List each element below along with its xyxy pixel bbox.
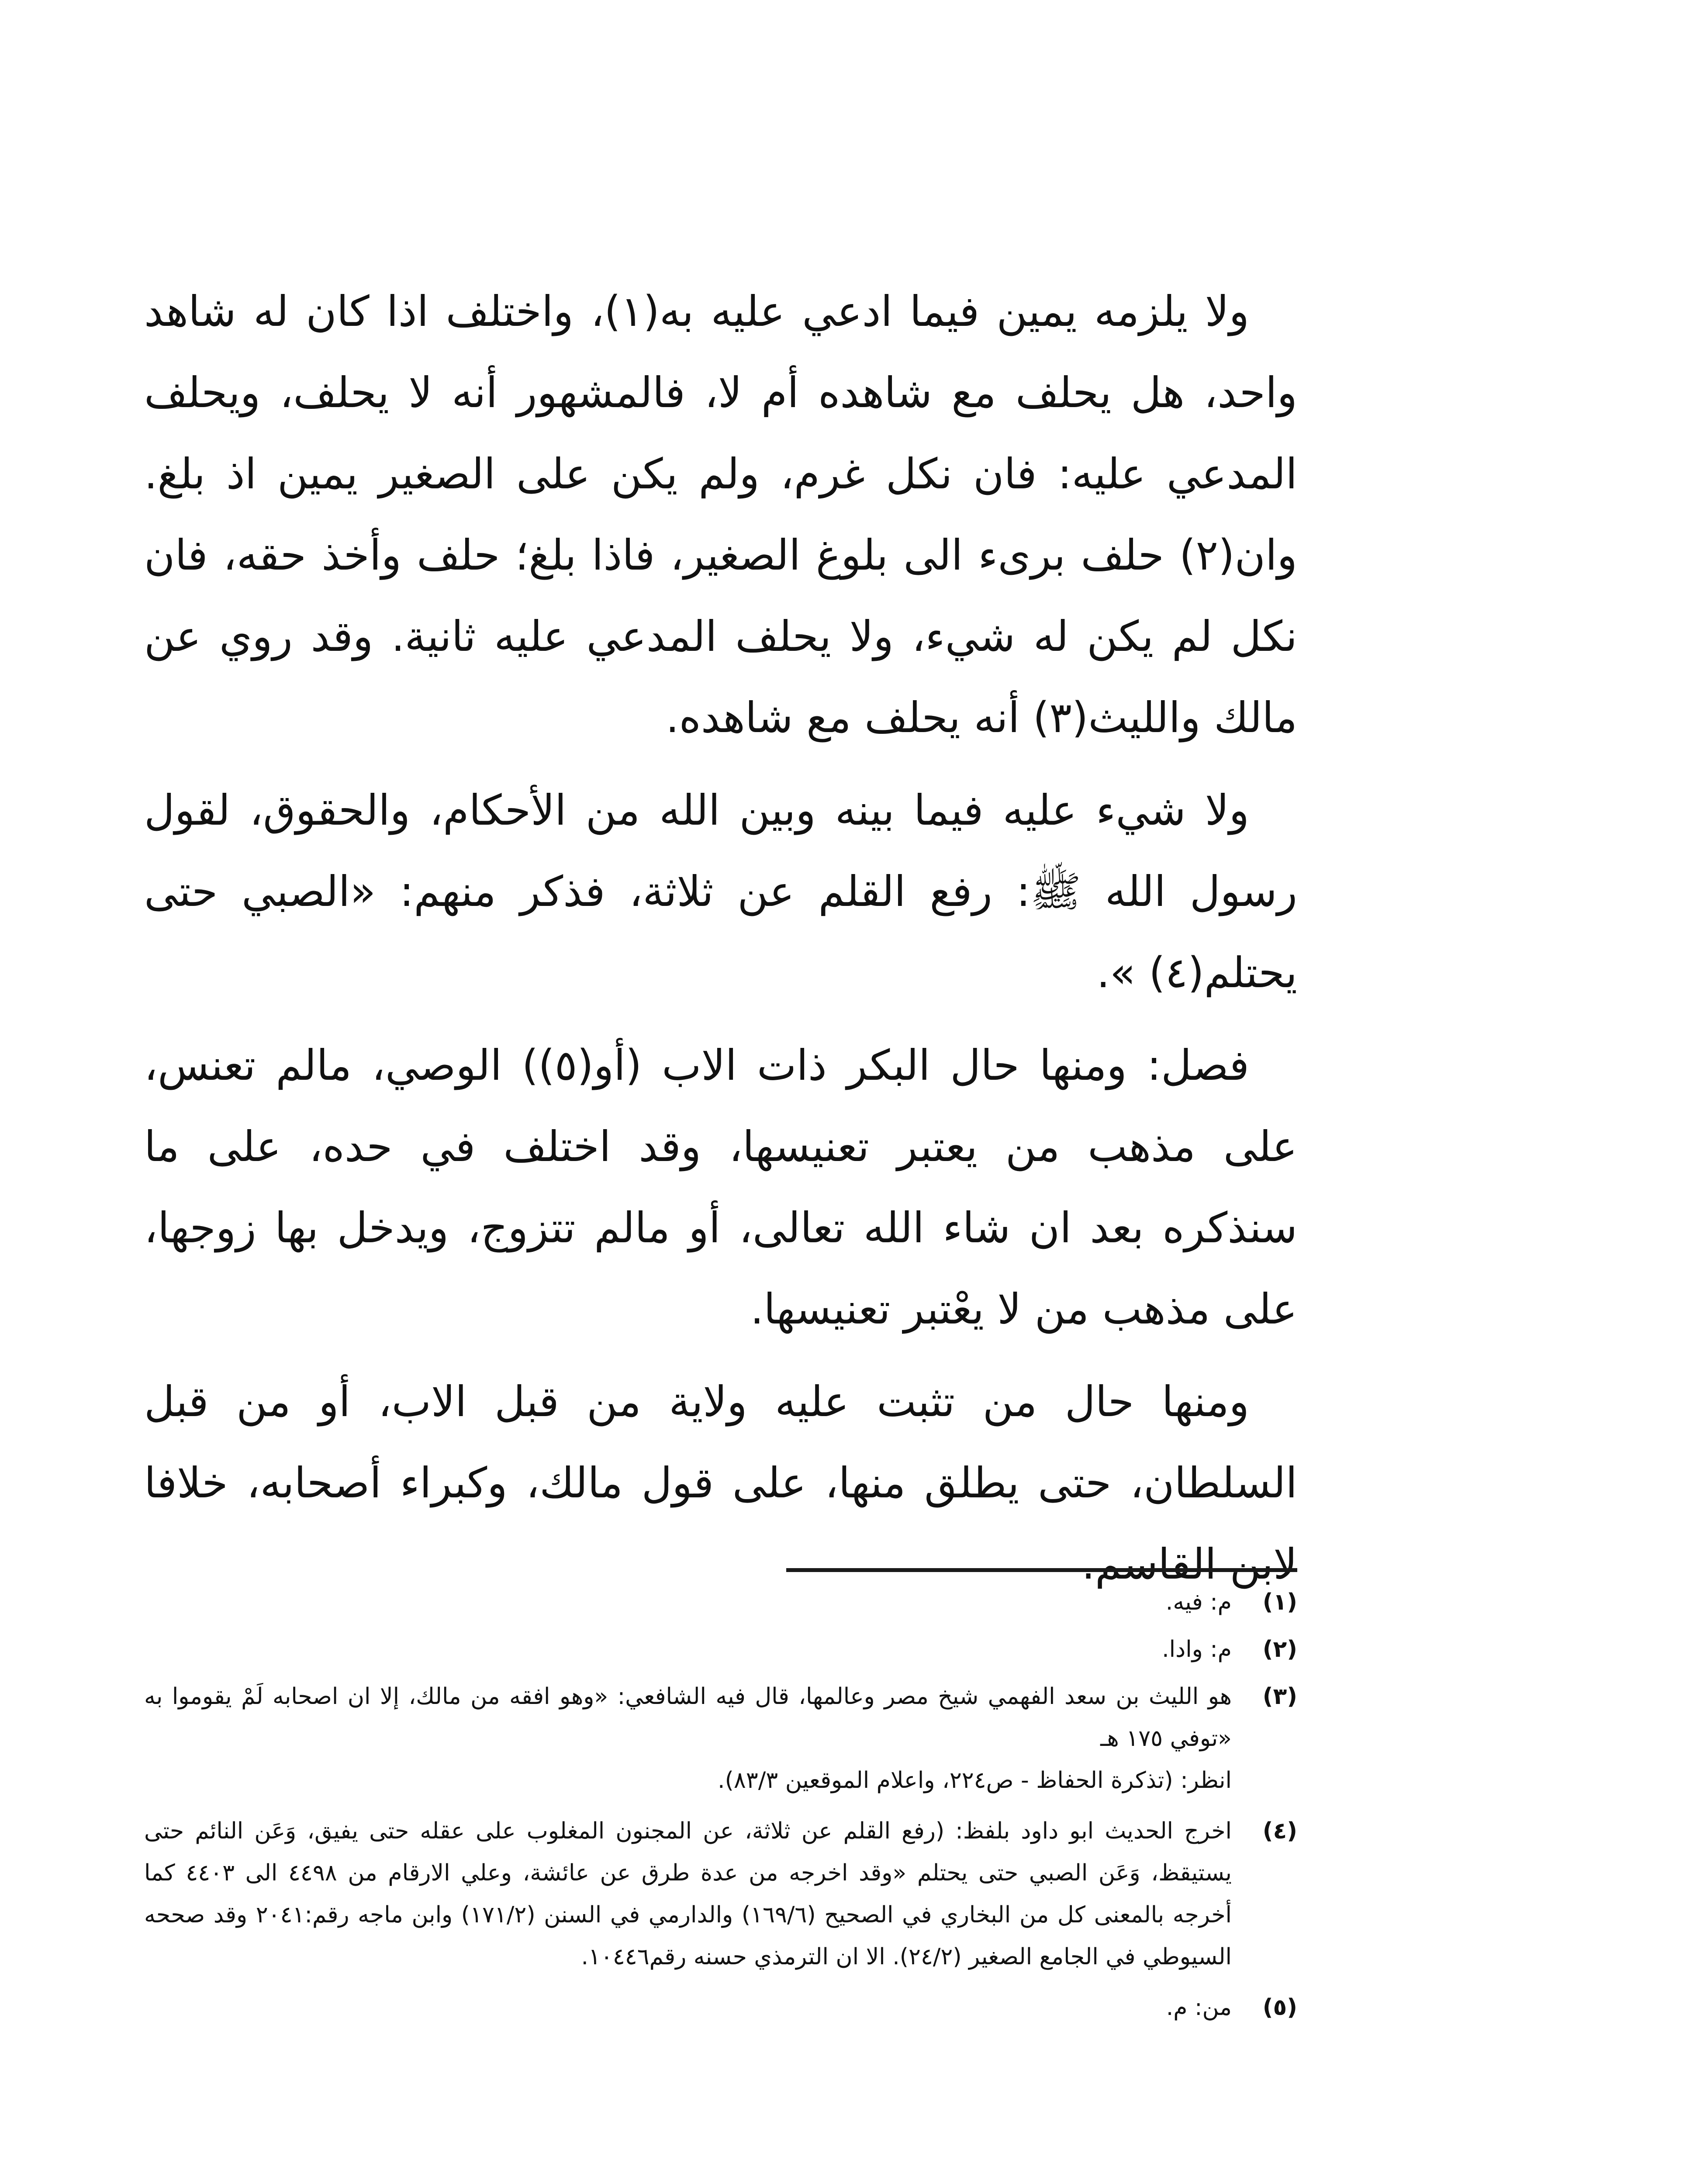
footnote-line: م: فيه. — [1165, 1589, 1232, 1615]
footnote-number: (٤) — [1262, 1818, 1297, 1844]
footnote-line: اخرج الحديث ابو داود بلفظ: (رفع القلم عن ثلاثة، عن المجنون المغلوب على عقله حتى يفيق، وَعَن النائم حتى يستيقظ، وَعَن الصبي حتى يحتلم «وقد اخرجه من عدة طرق عن عائشة، وعلي الارقام من ٤٤٩٨ الى ٤٤٠٣ كما أخرجه بالمعنى كل من البخاري في الصحيح (١٦٩/٦) والدارمي في السنن (١٧١/٢) وابن ماجه رقم:٢٠٤١ وقد صححه السيوطي في الجامع الصغير (٢٤/٢). الا ان الترمذي حسنه رقم١٠٤٤٦. — [144, 1818, 1232, 1970]
footnote-divider — [786, 1568, 1297, 1572]
footnote-line: هو الليث بن سعد الفهمي شيخ مصر وعالمها، قال فيه الشافعي: «وهو افقه من مالك، إلا ان اصحابه لَمْ يقوموا به «توفي ١٧٥ هـ — [144, 1683, 1232, 1752]
footnote-text — [144, 1810, 1232, 1978]
footnote-text — [144, 1987, 1232, 2028]
footnote-line: من: م. — [1166, 1994, 1232, 2021]
footnote-2 — [144, 1628, 1297, 1670]
footnotes — [144, 1581, 1297, 2034]
footnote-number: (٥) — [1262, 1994, 1297, 2021]
footnote-number: (٢) — [1262, 1636, 1297, 1662]
footnote-4 — [144, 1810, 1297, 1978]
paragraph-4: ومنها حال من تثبت عليه ولاية من قبل الاب، أو من قبل السلطان، حتى يطلق منها، على قول مالك، وكبراء أصحابه، خلافا لابن القاسم. — [144, 1377, 1297, 1589]
footnote-line: م: وادا. — [1162, 1636, 1232, 1662]
footnote-text — [144, 1676, 1232, 1801]
footnote-text — [144, 1628, 1232, 1670]
paragraph-1: ولا يلزمه يمين فيما ادعي عليه به(١)، واختلف اذا كان له شاهد واحد، هل يحلف مع شاهده أم لا، فالمشهور أنه لا يحلف، ويحلف المدعي عليه: فان نكل غرم، ولم يكن على الصغير يمين اذ بلغ. وان(٢) حلف برىء الى بلوغ الصغير، فاذا بلغ؛ حلف وأخذ حقه، فان نكل لم يكن له شيء، ولا يحلف المدعي عليه ثانية. وقد روي عن مالك والليث(٣) أنه يحلف مع شاهده. — [144, 287, 1297, 742]
footnote-3 — [144, 1676, 1297, 1801]
footnote-line: انظر: (تذكرة الحفاظ - ص٢٢٤، واعلام الموقعين ٨٣/٣). — [718, 1767, 1232, 1794]
footnote-number: (٣) — [1262, 1683, 1297, 1710]
main-text — [144, 271, 1297, 1605]
footnote-text — [144, 1581, 1232, 1623]
footnote-1 — [144, 1581, 1297, 1623]
footnote-5 — [144, 1987, 1297, 2028]
paragraph-2: ولا شيء عليه فيما بينه وبين الله من الأحكام، والحقوق، لقول رسول الله ﷺ: رفع القلم عن ثلاثة، فذكر منهم: «الصبي حتى يحتلم(٤) ». — [144, 786, 1297, 997]
footnote-number: (١) — [1262, 1589, 1297, 1615]
paragraph-3: فصل: ومنها حال البكر ذات الاب (أو(٥)) الوصي، مالم تعنس، على مذهب من يعتبر تعنيسها، وقد اختلف في حده، على ما سنذكره بعد ان شاء الله تعالى، أو مالم تتزوج، ويدخل بها زوجها، على مذهب من لا يعْتبر تعنيسها. — [144, 1041, 1297, 1334]
